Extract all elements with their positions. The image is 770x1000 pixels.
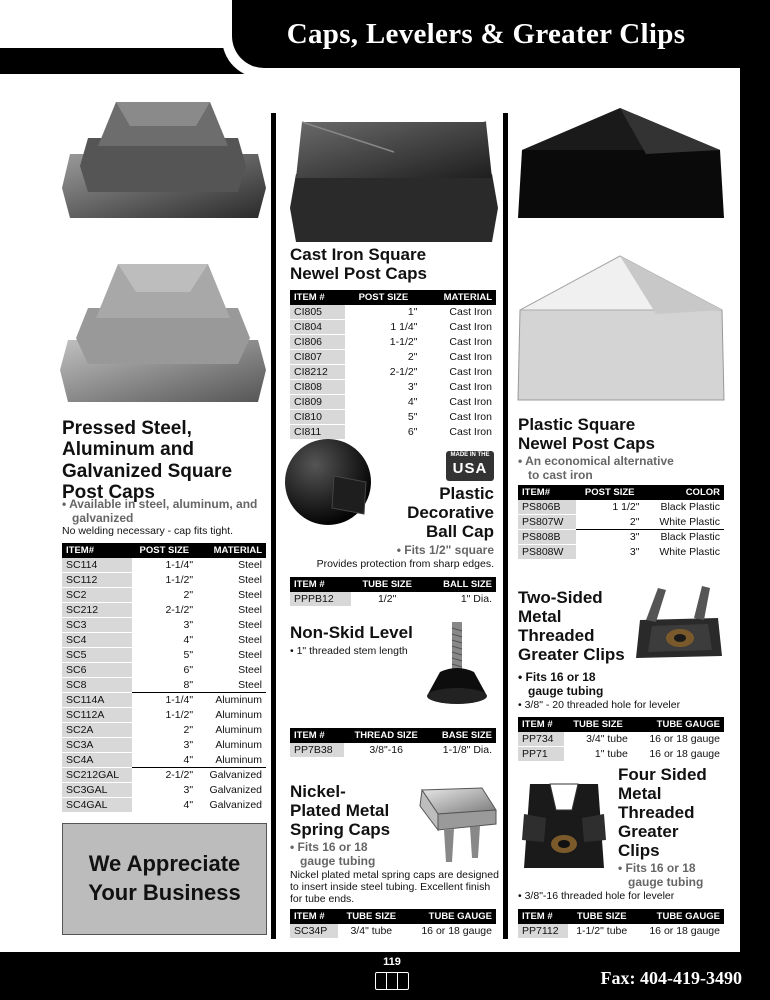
tube-gauge: 16 or 18 gauge xyxy=(421,925,492,938)
item-code: CI8212 xyxy=(290,365,345,380)
material: Cast Iron xyxy=(449,381,492,393)
white-plastic-cap-image xyxy=(516,254,726,404)
ball-cap-table xyxy=(290,577,496,607)
ball-cap-image xyxy=(284,436,374,528)
material: Cast Iron xyxy=(449,366,492,378)
table-row xyxy=(62,723,266,738)
item-code: SC5 xyxy=(62,648,132,663)
column-divider-left xyxy=(271,113,276,939)
post-size: 6" xyxy=(183,664,194,676)
item-code: CI806 xyxy=(290,335,345,350)
level-note: • 1" threaded stem length xyxy=(290,645,408,657)
post-size: 6" xyxy=(407,426,418,438)
table-row xyxy=(62,678,266,693)
material: Aluminum xyxy=(215,709,262,721)
title-line: Plastic Square xyxy=(518,415,636,434)
title-line: Threaded xyxy=(518,626,595,646)
table-row xyxy=(62,708,266,723)
column-header: BASE SIZE xyxy=(428,728,496,743)
column-header: ITEM # xyxy=(290,290,345,305)
level-title: Non-Skid Level xyxy=(290,623,413,642)
appreciate-line: Your Business xyxy=(88,880,241,905)
column-header: TUBE SIZE xyxy=(564,717,632,732)
table-row xyxy=(62,798,266,813)
column-header: POST SIZE xyxy=(345,290,421,305)
column-header: BALL SIZE xyxy=(424,577,496,592)
ball-cap-note: Provides protection from sharp edges. xyxy=(316,558,494,570)
tube-size: 3/4" tube xyxy=(350,925,393,938)
color: Black Plastic xyxy=(660,501,720,514)
column-header: ITEM# xyxy=(518,485,576,500)
ball-cap-bullet: • Fits 1/2" square xyxy=(396,543,494,557)
header xyxy=(232,0,740,68)
post-size: 1-1/4" xyxy=(165,559,194,572)
post-size: 3" xyxy=(183,784,194,796)
table-row xyxy=(518,747,724,762)
two-sided-bullet xyxy=(518,671,603,699)
pressed-steel-note: No welding necessary - cap fits tight. xyxy=(62,525,233,537)
title-line: Metal xyxy=(618,784,662,804)
table-row xyxy=(290,592,496,607)
page-title: Caps, Levelers & Greater Clips xyxy=(286,17,686,50)
table-row xyxy=(290,350,496,365)
bullet-line: gauge tubing xyxy=(300,853,376,868)
item-code: PP71 xyxy=(518,747,564,762)
column-header: TUBE SIZE xyxy=(568,909,635,924)
four-sided-bullet xyxy=(618,862,703,890)
material: Aluminum xyxy=(197,693,266,708)
column-header: ITEM # xyxy=(290,909,338,924)
material: Steel xyxy=(238,619,262,631)
table-row xyxy=(290,410,496,425)
post-size: 2" xyxy=(407,351,418,363)
column-header: POST SIZE xyxy=(132,543,198,558)
title-line: Four Sided xyxy=(618,765,707,784)
column-header: ITEM# xyxy=(62,543,132,558)
plastic-caps-table xyxy=(518,485,724,560)
item-code: SC4GAL xyxy=(62,798,132,813)
item-code: SC6 xyxy=(62,663,132,678)
post-size: 2" xyxy=(183,589,194,601)
table-row xyxy=(518,545,724,560)
title-line: Ball Cap xyxy=(425,522,494,542)
item-code: SC112A xyxy=(62,708,132,723)
title-line: Clips xyxy=(618,841,660,861)
post-size: 4" xyxy=(407,396,418,408)
table-row xyxy=(518,515,724,530)
thread-size: 3/8"-16 xyxy=(369,744,403,757)
footer-logo-icon xyxy=(375,972,409,990)
bullet-line: • Fits 16 or 18 xyxy=(618,861,696,875)
material: Galvanized xyxy=(197,768,266,783)
column-header: TUBE SIZE xyxy=(351,577,424,592)
page-number: 119 xyxy=(383,956,401,968)
item-code: CI811 xyxy=(290,425,345,440)
bullet-line: • Fits 16 or 18 xyxy=(518,670,596,684)
table-row xyxy=(62,588,266,603)
item-code: CI810 xyxy=(290,410,345,425)
post-size: 2-1/2" xyxy=(389,366,418,378)
table-row xyxy=(62,768,266,783)
item-code: PP7112 xyxy=(518,924,568,939)
two-sided-title xyxy=(518,588,625,664)
material: Cast Iron xyxy=(449,426,492,438)
pressed-steel-title xyxy=(62,418,232,503)
plastic-caps-bullet xyxy=(518,455,674,483)
color: White Plastic xyxy=(659,515,720,528)
post-size: 3" xyxy=(407,381,418,393)
post-size: 1-1/2" xyxy=(165,574,194,586)
made-in-usa-badge xyxy=(446,451,494,481)
title-line: Post Caps xyxy=(62,481,155,503)
pressed-steel-table xyxy=(62,543,266,813)
bullet-line: gauge tubing xyxy=(628,874,704,889)
item-code: CI807 xyxy=(290,350,345,365)
four-sided-note: • 3/8"-16 threaded hole for leveler xyxy=(518,890,675,902)
four-sided-title xyxy=(618,765,707,860)
ball-size: 1" Dia. xyxy=(460,593,492,606)
column-header: POST SIZE xyxy=(576,485,644,500)
material: Galvanized xyxy=(209,784,262,796)
note-line: Nickel plated metal spring caps are designed xyxy=(290,869,499,881)
column-header: ITEM # xyxy=(290,577,351,592)
item-code: CI809 xyxy=(290,395,345,410)
bullet-line: to cast iron xyxy=(528,467,593,482)
title-line: Greater Clips xyxy=(518,645,625,665)
table-row xyxy=(62,753,266,768)
table-row xyxy=(62,738,266,753)
post-size: 8" xyxy=(183,678,194,691)
item-code: SC3A xyxy=(62,738,132,753)
material: Cast Iron xyxy=(449,396,492,408)
column-header: MATERIAL xyxy=(197,543,266,558)
material: Cast Iron xyxy=(449,351,492,363)
column-header: ITEM # xyxy=(290,728,344,743)
title-line: Cast Iron Square xyxy=(290,245,427,264)
item-code: SC2A xyxy=(62,723,132,738)
table-row xyxy=(62,573,266,588)
table-row xyxy=(290,335,496,350)
item-code: SC212GAL xyxy=(62,768,132,783)
color: White Plastic xyxy=(659,546,720,558)
post-size: 1-1/2" xyxy=(165,709,194,721)
tube-gauge: 16 or 18 gauge xyxy=(649,925,720,938)
title-line: Metal xyxy=(518,607,562,627)
title-line: Threaded xyxy=(618,803,695,823)
post-size: 3" xyxy=(629,546,640,558)
post-size: 4" xyxy=(183,799,194,811)
title-line: Greater xyxy=(618,822,679,842)
post-size: 3" xyxy=(576,530,644,545)
material: Cast Iron xyxy=(449,321,492,333)
item-code: PS807W xyxy=(518,515,576,530)
post-size: 1" xyxy=(407,306,418,319)
spring-cap-image xyxy=(404,784,498,866)
table-row xyxy=(62,783,266,798)
item-code: PS808W xyxy=(518,545,576,560)
table-row xyxy=(290,305,496,320)
column-header: MATERIAL xyxy=(421,290,496,305)
title-line: Galvanized Square xyxy=(62,460,233,482)
material: Cast Iron xyxy=(449,306,492,319)
spring-caps-bullet xyxy=(290,841,375,869)
item-code: PP7B38 xyxy=(290,743,344,758)
aluminum-cap-image xyxy=(58,258,268,406)
post-size: 1-1/2" xyxy=(389,336,418,348)
material: Cast Iron xyxy=(449,411,492,423)
post-size: 3" xyxy=(183,619,194,631)
item-code: CI805 xyxy=(290,305,345,320)
post-size: 1-1/4" xyxy=(132,693,198,708)
column-header: TUBE SIZE xyxy=(338,909,405,924)
item-code: CI804 xyxy=(290,320,345,335)
bullet-line: galvanized xyxy=(72,510,134,525)
post-size: 4" xyxy=(183,634,194,646)
item-code: SC8 xyxy=(62,678,132,693)
title-line: Spring Caps xyxy=(290,820,391,840)
plastic-caps-title xyxy=(518,415,655,453)
spring-caps-note xyxy=(290,869,499,905)
table-row xyxy=(62,603,266,618)
page-edge-bar xyxy=(740,0,770,1000)
four-sided-clip-image xyxy=(516,774,612,874)
post-size: 2-1/2" xyxy=(132,768,198,783)
table-row xyxy=(518,732,724,747)
item-code: PPPB12 xyxy=(290,592,351,607)
table-row xyxy=(62,693,266,708)
post-size: 5" xyxy=(183,649,194,661)
material: Steel xyxy=(238,589,262,601)
table-row xyxy=(62,618,266,633)
spring-caps-table xyxy=(290,909,496,939)
tube-size: 1/2" xyxy=(377,593,397,606)
material: Cast Iron xyxy=(449,336,492,348)
column-header: THREAD SIZE xyxy=(344,728,427,743)
material: Aluminum xyxy=(215,753,262,766)
title-line: Plated Metal xyxy=(290,801,390,821)
table-row xyxy=(290,380,496,395)
item-code: SC2 xyxy=(62,588,132,603)
item-code: PS806B xyxy=(518,500,576,515)
title-line: Decorative xyxy=(407,503,494,523)
badge-big-text: USA xyxy=(452,460,488,477)
item-code: PS808B xyxy=(518,530,576,545)
item-code: SC212 xyxy=(62,603,132,618)
title-line: Aluminum and xyxy=(62,439,194,461)
table-row xyxy=(290,395,496,410)
item-code: SC114 xyxy=(62,558,132,573)
two-sided-table xyxy=(518,717,724,762)
item-code: SC114A xyxy=(62,693,132,708)
post-size: 2-1/2" xyxy=(165,604,194,616)
column-header: TUBE GAUGE xyxy=(635,909,724,924)
post-size: 2" xyxy=(183,724,194,736)
item-code: SC4 xyxy=(62,633,132,648)
tube-size: 1-1/2" tube xyxy=(576,925,628,938)
table-row xyxy=(62,663,266,678)
badge-small-text: MADE IN THE xyxy=(450,452,490,458)
title-line: Newel Post Caps xyxy=(290,264,427,284)
material: Steel xyxy=(238,559,262,572)
title-line: Plastic xyxy=(439,484,494,503)
item-code: SC34P xyxy=(290,924,338,939)
black-plastic-cap-image xyxy=(516,106,726,222)
steel-cap-image xyxy=(58,96,268,221)
material: Steel xyxy=(238,634,262,646)
appreciate-line: We Appreciate xyxy=(88,851,241,877)
post-size: 4" xyxy=(183,753,194,766)
table-row xyxy=(62,633,266,648)
material: Galvanized xyxy=(209,799,262,811)
column-header: TUBE GAUGE xyxy=(405,909,496,924)
bullet-line: • An economical alternative xyxy=(518,454,674,468)
item-code: SC3 xyxy=(62,618,132,633)
bullet-line: • Available in steel, aluminum, and xyxy=(62,497,258,511)
note-line: to insert inside steel tubing. Excellent finish xyxy=(290,881,491,894)
table-row xyxy=(62,558,266,573)
spring-caps-title xyxy=(290,782,390,839)
pressed-steel-bullet xyxy=(62,498,257,526)
fax-number: Fax: 404-419-3490 xyxy=(600,968,742,988)
column-header: ITEM # xyxy=(518,717,564,732)
table-row xyxy=(290,365,496,380)
two-sided-note: • 3/8" - 20 threaded hole for leveler xyxy=(518,699,681,711)
title-line: Pressed Steel, xyxy=(62,418,192,439)
material: Steel xyxy=(238,664,262,676)
cast-iron-cap-image xyxy=(288,112,500,244)
table-row xyxy=(290,924,496,939)
level-table xyxy=(290,728,496,758)
table-row xyxy=(518,500,724,515)
item-code: CI808 xyxy=(290,380,345,395)
tube-size: 1" tube xyxy=(594,748,628,760)
item-code: PP734 xyxy=(518,732,564,747)
cast-iron-title xyxy=(290,245,427,283)
table-row xyxy=(62,648,266,663)
note-line: for tube ends. xyxy=(290,893,355,906)
item-code: SC112 xyxy=(62,573,132,588)
item-code: SC4A xyxy=(62,753,132,768)
table-row xyxy=(290,320,496,335)
material: Aluminum xyxy=(215,739,262,751)
post-size: 1 1/2" xyxy=(612,501,640,514)
table-row xyxy=(518,530,724,545)
tube-size: 3/4" tube xyxy=(586,733,628,746)
cast-iron-table xyxy=(290,290,496,440)
appreciate-box xyxy=(62,823,267,935)
material: Steel xyxy=(238,574,262,586)
material: Steel xyxy=(238,604,262,616)
bullet-line: gauge tubing xyxy=(528,683,604,698)
base-size: 1-1/8" Dia. xyxy=(442,744,492,757)
material: Aluminum xyxy=(215,724,262,736)
column-divider-right xyxy=(503,113,508,939)
post-size: 5" xyxy=(407,411,418,423)
title-line: Nickel- xyxy=(290,782,346,801)
item-code: SC3GAL xyxy=(62,783,132,798)
column-header: ITEM # xyxy=(518,909,568,924)
bullet-line: • Fits 16 or 18 xyxy=(290,840,368,854)
ball-cap-title xyxy=(370,484,494,541)
tube-gauge: 16 or 18 gauge xyxy=(649,733,720,746)
post-size: 3" xyxy=(183,739,194,751)
tube-gauge: 16 or 18 gauge xyxy=(649,748,720,760)
material: Steel xyxy=(238,649,262,661)
two-sided-clip-image xyxy=(632,584,724,670)
color: Black Plastic xyxy=(643,530,724,545)
table-row xyxy=(290,743,496,758)
post-size: 1 1/4" xyxy=(390,321,418,333)
table-row xyxy=(518,924,724,939)
column-header: COLOR xyxy=(643,485,724,500)
leveler-image xyxy=(420,620,496,712)
four-sided-table xyxy=(518,909,724,939)
post-size: 2" xyxy=(629,515,640,528)
material: Steel xyxy=(238,678,262,691)
title-line: Two-Sided xyxy=(518,588,603,607)
column-header: TUBE GAUGE xyxy=(632,717,724,732)
title-line: Newel Post Caps xyxy=(518,434,655,454)
